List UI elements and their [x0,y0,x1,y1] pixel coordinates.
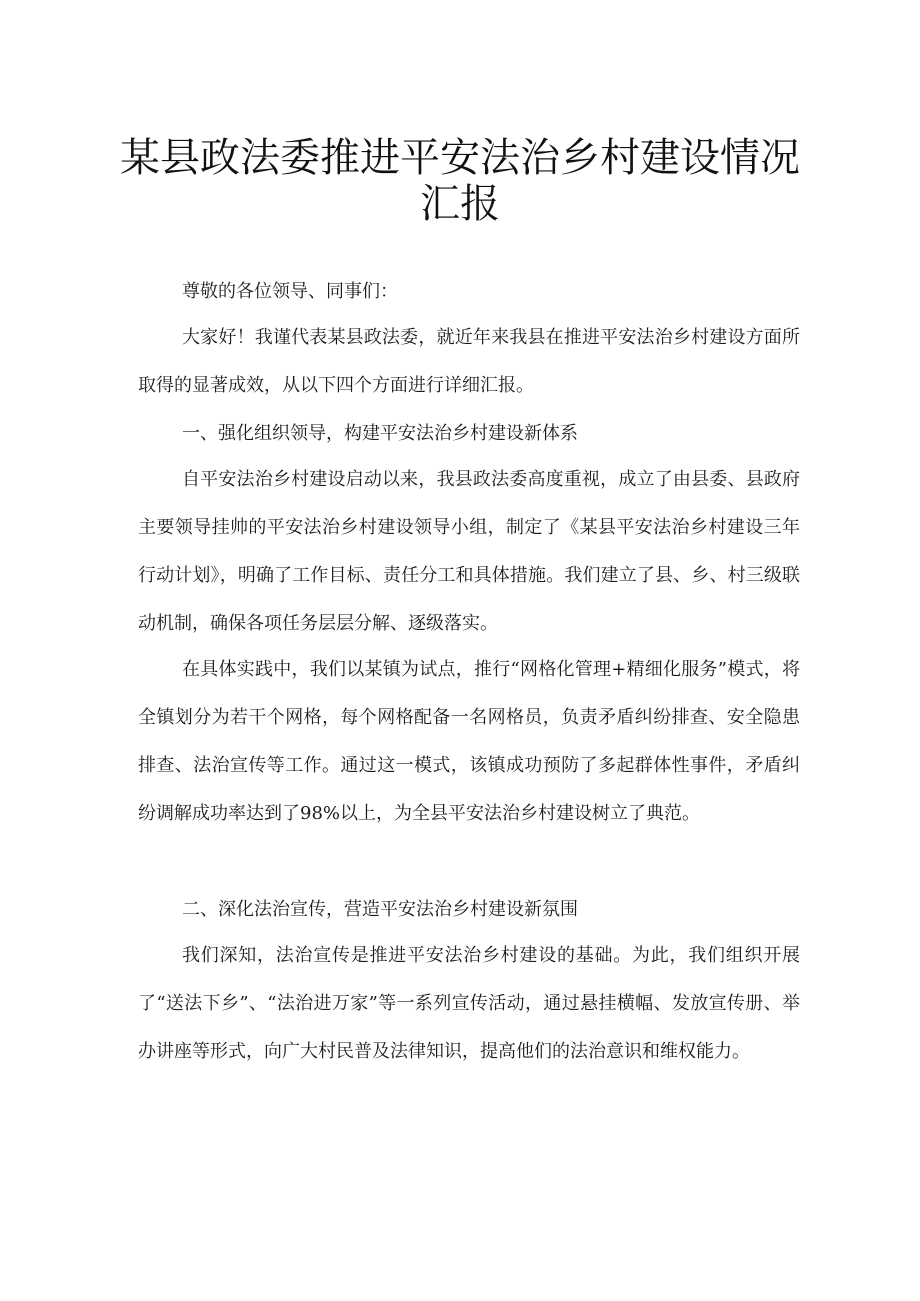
intro-paragraph: 大家好！我谨代表某县政法委，就近年来我县在推进平安法治乡村建设方面所取得的显著成效，从以下四个方面进行详细汇报。 [138,327,800,396]
section-1-paragraph-1: 自平安法治乡村建设启动以来，我县政法委高度重视，成立了由县委、县政府主要领导挂帅的平安法治乡村建设领导小组，制定了《某县平安法治乡村建设三年行动计划》，明确了工作目标、责任分工和具体措施。我们建立了县、乡、村三级联动机制，确保各项任务层层分解、逐级落实。 [138,469,800,634]
section-1-paragraph-2: 在具体实践中，我们以某镇为试点，推行“网格化管理+精细化服务”模式，将全镇划分为若干个网格，每个网格配备一名网格员，负责矛盾纠纷排查、安全隐患排查、法治宣传等工作。通过这一模式，该镇成功预防了多起群体性事件，矛盾纠纷调解成功率达到了98%以上，为全县平安法治乡村建设树立了典范。 [138,659,800,824]
section-2-paragraph-1: 我们深知，法治宣传是推进平安法治乡村建设的基础。为此，我们组织开展了“送法下乡”、“法治进万家”等一系列宣传活动，通过悬挂横幅、发放宣传册、举办讲座等形式，向广大村民普及法律知识，提高他们的法治意识和维权能力。 [138,945,800,1062]
document-title-line-1: 某县政法委推进平安法治乡村建设情况 [120,135,800,181]
section-1-heading: 一、强化组织领导，构建平安法治乡村建设新体系 [182,423,578,444]
document-title-line-2: 汇报 [420,181,500,227]
section-2-heading: 二、深化法治宣传，营造平安法治乡村建设新氛围 [182,899,578,920]
salutation: 尊敬的各位领导、同事们： [182,281,398,302]
